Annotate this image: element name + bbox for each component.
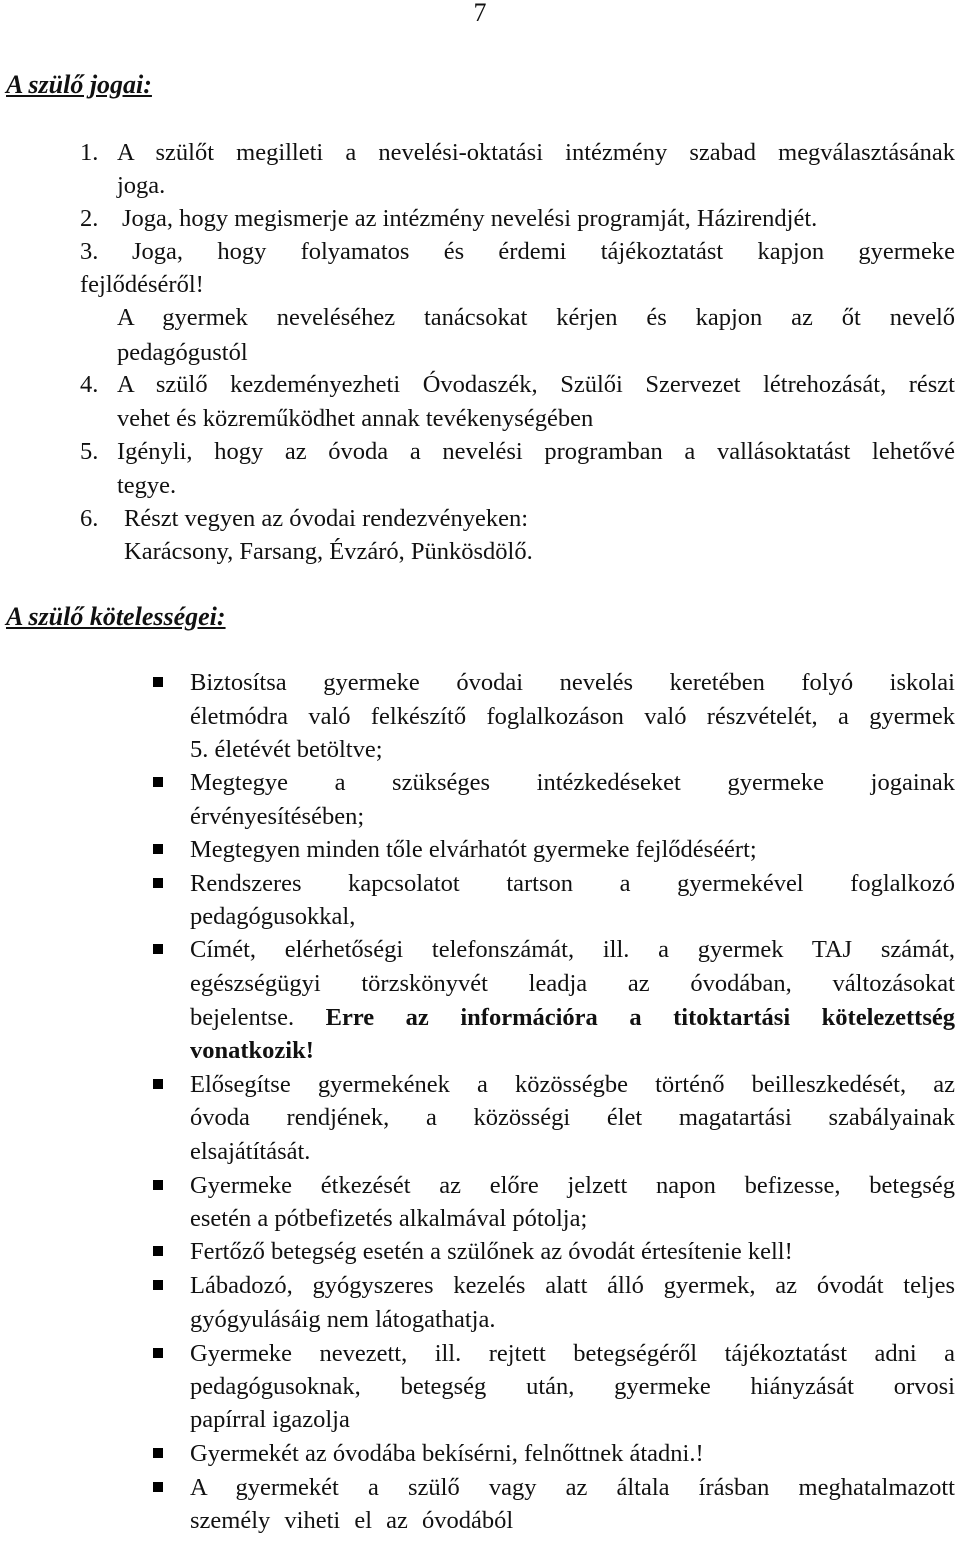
list-item-line: személy viheti el az óvodából: [190, 1507, 514, 1534]
bullet-marker: [153, 1180, 163, 1190]
list-item-line: A gyermekét a szülő vagy az általa írásban meghatalmazott: [190, 1474, 955, 1501]
list-item-line: joga.: [117, 172, 166, 199]
bullet-marker: [153, 1246, 163, 1256]
list-item-number: 4.: [80, 371, 99, 398]
bold-notice: Erre az információra a titoktartási kötelezettség: [325, 1004, 955, 1031]
list-item-line: egészségügyi törzskönyvét leadja az óvodában, változásokat: [190, 970, 955, 997]
list-item-line: Joga, hogy folyamatos és érdemi tájékoztatást kapjon gyermeke: [132, 238, 955, 265]
list-item-line: pedagógusoknak, betegség után, gyermeke hiányzását orvosi: [190, 1373, 955, 1400]
list-item-line: elsajátítását.: [190, 1138, 311, 1165]
list-item-line: Fertőző betegség esetén a szülőnek az óvodát értesítenie kell!: [190, 1238, 793, 1265]
list-item-line: pedagógustól: [117, 339, 248, 366]
list-item-line: tegye.: [117, 472, 177, 499]
bullet-marker: [153, 677, 163, 687]
list-item-line: óvoda rendjének, a közösségi élet magatartási szabályainak: [190, 1104, 955, 1131]
bullet-marker: [153, 1348, 163, 1358]
bold-notice-end: vonatkozik!: [190, 1037, 314, 1064]
list-item-line: Részt vegyen az óvodai rendezvényeken:: [124, 505, 529, 532]
list-item-number: 2.: [80, 205, 99, 232]
bullet-marker: [153, 1448, 163, 1458]
list-item-line: Lábadozó, gyógyszeres kezelés alatt álló gyermek, az óvodát teljes: [190, 1272, 955, 1299]
list-item-number: 6.: [80, 505, 99, 532]
bullet-marker: [153, 1280, 163, 1290]
bullet-marker: [153, 1482, 163, 1492]
list-item-line: Megtegyen minden tőle elvárhatót gyermeke fejlődéséért;: [190, 836, 757, 863]
list-item-line: Igényli, hogy az óvoda a nevelési programban a vallásoktatást lehetővé: [117, 438, 955, 465]
list-item-line: Gyermeke étkezését az előre jelzett napon befizesse, betegség: [190, 1172, 955, 1199]
list-item-number: 5.: [80, 438, 99, 465]
list-item-line: A szülő kezdeményezheti Óvodaszék, Szülői Szervezet létrehozását, részt: [117, 371, 955, 398]
list-item-line: Címét, elérhetőségi telefonszámát, ill. a gyermek TAJ számát,: [190, 936, 955, 963]
bullet-marker: [153, 1079, 163, 1089]
list-item-line: Megtegye a szükséges intézkedéseket gyermeke jogainak: [190, 769, 955, 796]
list-item-line: életmódra való felkészítő foglalkozáson való részvételét, a gyermek: [190, 703, 955, 730]
bullet-marker: [153, 944, 163, 954]
list-item-line: [190, 1003, 955, 1033]
list-item-line: vehet és közreműködhet annak tevékenységében: [117, 405, 594, 432]
list-item-line: pedagógusokkal,: [190, 903, 356, 930]
list-item-line: érvényesítésében;: [190, 803, 365, 830]
list-item-line: gyógyulásáig nem látogathatja.: [190, 1306, 496, 1333]
list-item-number: 1.: [80, 139, 99, 166]
list-item-line: 5. életévét betöltve;: [190, 736, 383, 763]
list-item-line: papírral igazolja: [190, 1406, 350, 1433]
list-item-line: esetén a pótbefizetés alkalmával pótolja;: [190, 1205, 588, 1232]
list-item-line: Rendszeres kapcsolatot tartson a gyermekével foglalkozó: [190, 870, 955, 897]
bullet-marker: [153, 844, 163, 854]
page-number: 7: [473, 0, 487, 27]
list-item-line: fejlődéséről!: [80, 271, 204, 298]
list-item-number: 3.: [80, 238, 99, 265]
list-item-text: bejelentse.: [190, 1004, 295, 1031]
bullet-marker: [153, 777, 163, 787]
list-item-line: Karácsony, Farsang, Évzáró, Pünkösdölő.: [124, 538, 533, 565]
bullet-marker: [153, 878, 163, 888]
list-item-line: Gyermeke nevezett, ill. rejtett betegségéről tájékoztatást adni a: [190, 1340, 955, 1367]
list-item-line: A gyermek neveléséhez tanácsokat kérjen és kapjon az őt nevelő: [117, 304, 955, 331]
duties-heading: A szülő kötelességei:: [6, 602, 226, 631]
rights-heading: A szülő jogai:: [6, 70, 152, 99]
list-item-line: Joga, hogy megismerje az intézmény nevelési programját, Házirendjét.: [122, 205, 818, 232]
list-item-line: Gyermekét az óvodába bekísérni, felnőttnek átadni.!: [190, 1440, 704, 1467]
list-item-line: Elősegítse gyermekének a közösségbe történő beilleszkedését, az: [190, 1071, 955, 1098]
list-item-line: A szülőt megilleti a nevelési-oktatási intézmény szabad megválasztásának: [117, 139, 955, 166]
list-item-line: Biztosítsa gyermeke óvodai nevelés keretében folyó iskolai: [190, 669, 955, 696]
